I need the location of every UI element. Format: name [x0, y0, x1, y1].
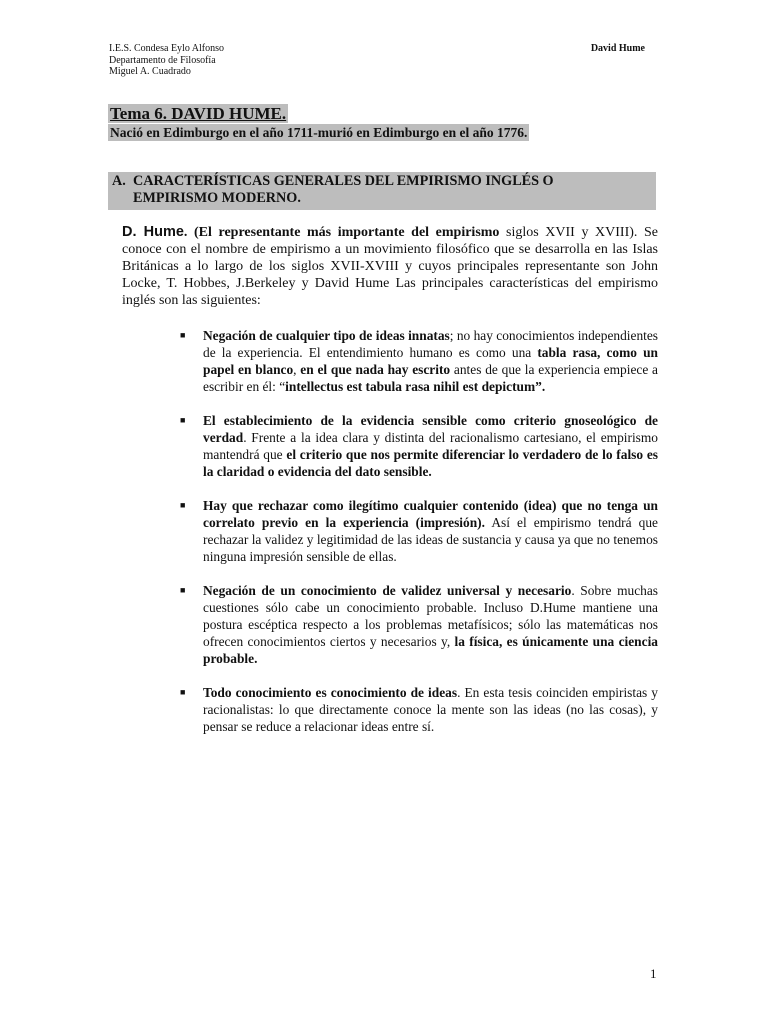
intro-text: siglos XVII y XVIII). Se conoce con el nombre de empirismo a un movimiento filosófico que se desarrolla en las Islas Británicas a lo largo de los siglos XVII-XVIII y cuyos principales representante son John Locke, T. Hobbes, J.Berkeley y David Hume Las principales características del empirismo inglés son las siguientes:	[122, 225, 658, 308]
item-bold: intellectus est tabula rasa nihil est depictum”.	[285, 379, 546, 394]
list-item	[178, 327, 658, 395]
section-letter: A.	[112, 173, 126, 189]
item-bold: tabla rasa, como un papel en blanco	[203, 345, 658, 377]
header-subject: David Hume	[590, 43, 645, 54]
characteristics-list	[178, 327, 658, 752]
item-bold: la física, es únicamente una ciencia probable.	[203, 634, 658, 666]
section-heading-line1: CARACTERÍSTICAS GENERALES DEL EMPIRISMO INGLÉS O	[133, 173, 554, 189]
item-text: Así el empirismo tendrá que rechazar la validez y legitimidad de las ideas de sustancia y causa ya que no tenemos ninguna impresión sensible de ellas.	[203, 515, 658, 564]
item-text: ,	[293, 362, 301, 377]
header-department: Departamento de Filosofía	[109, 54, 216, 66]
list-item	[178, 412, 658, 480]
item-bold: Todo conocimiento es conocimiento de ideas	[203, 685, 458, 700]
intro-bold: . (El representante más importante del empirismo	[183, 225, 500, 240]
intro-lead: D. Hume	[122, 224, 184, 240]
item-bold: Negación de un conocimiento de validez universal y necesario	[203, 583, 572, 598]
header-author: Miguel A. Cuadrado	[109, 66, 191, 77]
item-text: ; no hay conocimientos independientes de la experiencia. El entendimiento humano es como una	[203, 328, 659, 360]
intro-paragraph	[122, 224, 658, 309]
section-heading	[108, 172, 656, 210]
item-text: . Sobre muchas cuestiones sólo cabe un conocimiento probable. Incluso D.Hume mantiene una postura escéptica respecto a los problemas metafísicos; sólo las matemáticas nos ofrecen conocimientos ciertos y necesarios y,	[203, 583, 658, 649]
list-item	[178, 497, 658, 565]
document-title: Tema 6. DAVID HUME.	[110, 104, 287, 123]
bullet-icon: ■	[180, 687, 186, 697]
header-school: I.E.S. Condesa Eylo Alfonso	[109, 43, 224, 54]
item-bold: en el que nada hay escrito	[300, 362, 451, 377]
list-item	[178, 582, 658, 667]
section-heading-line2: EMPIRISMO MODERNO.	[133, 190, 301, 206]
item-bold: Negación de cualquier tipo de ideas innatas	[203, 328, 450, 343]
bullet-icon: ■	[180, 415, 186, 425]
item-text: antes de que la experiencia empiece a escribir en él: “	[203, 362, 659, 394]
page-number: 1	[650, 966, 657, 981]
bullet-icon: ■	[180, 585, 186, 595]
bullet-icon: ■	[180, 500, 186, 510]
document-subtitle: Nació en Edimburgo en el año 1711-murió en Edimburgo en el año 1776.	[110, 125, 528, 140]
item-bold: el criterio que nos permite diferenciar lo verdadero de lo falso es la claridad o evidencia del dato sensible.	[203, 447, 658, 479]
page-header	[109, 43, 659, 78]
list-item	[178, 684, 658, 735]
bullet-icon: ■	[180, 330, 186, 340]
item-text: . Frente a la idea clara y distinta del racionalismo cartesiano, el empirismo mantendrá que	[203, 430, 658, 462]
item-bold: Hay que rechazar como ilegítimo cualquier contenido (idea) que no tenga un correlato previo en la experiencia (impresión).	[203, 498, 658, 530]
item-bold: El establecimiento de la evidencia sensible como criterio gnoseológico de verdad	[203, 413, 658, 445]
item-text: . En esta tesis coinciden empiristas y racionalistas: lo que directamente conoce la mente son las ideas (no las cosas), y pensar se reduce a relacionar ideas entre sí.	[203, 685, 658, 734]
